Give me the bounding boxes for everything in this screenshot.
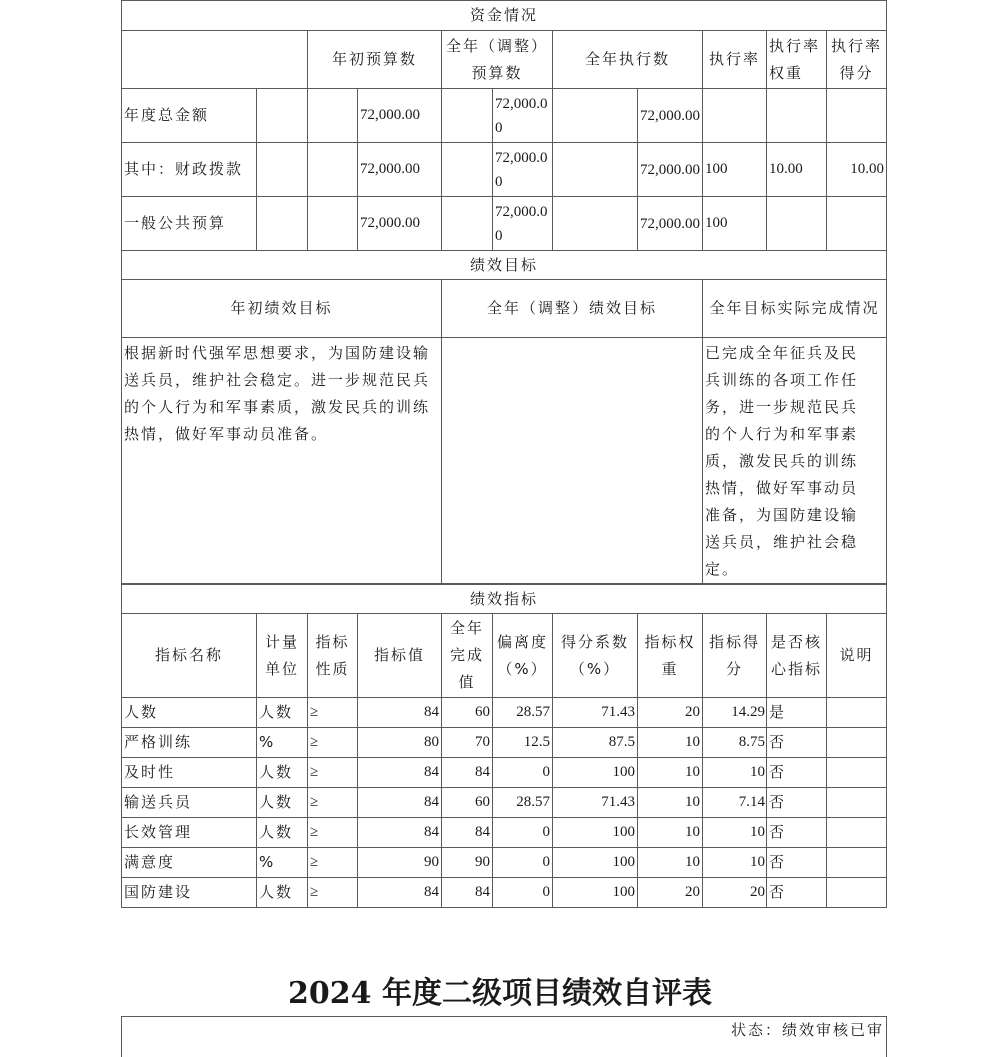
funds-row-label: 年度总金额 xyxy=(122,89,257,143)
header-core: 是否核心指标 xyxy=(767,614,827,698)
indicator-nature: ≥ xyxy=(308,698,358,728)
indicator-actual: 84 xyxy=(442,758,493,788)
indicator-core: 否 xyxy=(767,848,827,878)
funds-executed: 72,000.00 xyxy=(638,143,703,197)
indicator-name: 国防建设 xyxy=(122,878,257,908)
indicator-name: 严格训练 xyxy=(122,728,257,758)
indicator-unit: % xyxy=(257,848,308,878)
indicator-name: 及时性 xyxy=(122,758,257,788)
indicator-deviation: 0 xyxy=(493,848,553,878)
funds-weight: 10.00 xyxy=(767,143,827,197)
indicator-coefficient: 71.43 xyxy=(553,698,638,728)
funds-weight xyxy=(767,197,827,251)
funds-row xyxy=(122,143,887,197)
indicator-row xyxy=(122,698,887,728)
header-executed: 全年执行数 xyxy=(553,31,703,89)
funds-rate: 100 xyxy=(703,143,767,197)
header-deviation: 偏离度（%） xyxy=(493,614,553,698)
indicator-deviation: 0 xyxy=(493,878,553,908)
indicator-deviation: 28.57 xyxy=(493,788,553,818)
header-note: 说明 xyxy=(827,614,887,698)
indicator-weight: 10 xyxy=(638,728,703,758)
actual-completion-text: 已完成全年征兵及民兵训练的各项工作任务，进一步规范民兵的个人行为和军事素质，激发民兵的训练热情，做好军事动员准备，为国防建设输送兵员，维护社会稳定。 xyxy=(703,338,887,584)
indicator-target: 90 xyxy=(358,848,442,878)
status-text: 状态：绩效审核已审 xyxy=(730,1021,884,1039)
empty-cell xyxy=(257,197,308,251)
indicator-coefficient: 87.5 xyxy=(553,728,638,758)
indicator-name: 输送兵员 xyxy=(122,788,257,818)
header-exec-rate-score: 执行率得分 xyxy=(827,31,887,89)
indicator-note xyxy=(827,728,887,758)
indicator-row xyxy=(122,758,887,788)
header-actual-completion: 全年目标实际完成情况 xyxy=(703,280,887,338)
indicator-weight: 10 xyxy=(638,848,703,878)
indicator-note xyxy=(827,818,887,848)
funds-adjusted: 72,000.00 xyxy=(493,143,553,197)
header-initial-budget: 年初预算数 xyxy=(308,31,442,89)
indicator-target: 84 xyxy=(358,878,442,908)
indicator-deviation: 0 xyxy=(493,818,553,848)
indicator-name: 满意度 xyxy=(122,848,257,878)
indicator-score: 10 xyxy=(703,758,767,788)
header-score: 指标得分 xyxy=(703,614,767,698)
header-actual: 全年完成值 xyxy=(442,614,493,698)
indicator-nature: ≥ xyxy=(308,728,358,758)
indicators-section-title: 绩效指标 xyxy=(122,585,887,614)
header-name: 指标名称 xyxy=(122,614,257,698)
indicator-score: 10 xyxy=(703,848,767,878)
indicator-score: 8.75 xyxy=(703,728,767,758)
funds-initial: 72,000.00 xyxy=(358,197,442,251)
indicator-core: 否 xyxy=(767,728,827,758)
funds-score: 10.00 xyxy=(827,143,887,197)
header-adjusted-goal: 全年（调整）绩效目标 xyxy=(442,280,703,338)
indicator-weight: 20 xyxy=(638,698,703,728)
indicator-target: 84 xyxy=(358,698,442,728)
empty-cell xyxy=(308,89,358,143)
initial-goal-text: 根据新时代强军思想要求，为国防建设输送兵员，维护社会稳定。进一步规范民兵的个人行为和军事素质，激发民兵的训练热情，做好军事动员准备。 xyxy=(122,338,442,584)
indicator-core: 否 xyxy=(767,758,827,788)
indicator-row xyxy=(122,728,887,758)
indicator-coefficient: 71.43 xyxy=(553,788,638,818)
indicator-unit: % xyxy=(257,728,308,758)
indicator-actual: 84 xyxy=(442,818,493,848)
indicator-coefficient: 100 xyxy=(553,758,638,788)
indicator-note xyxy=(827,788,887,818)
indicator-note xyxy=(827,848,887,878)
indicator-weight: 10 xyxy=(638,788,703,818)
indicator-unit: 人数 xyxy=(257,788,308,818)
funds-rate: 100 xyxy=(703,197,767,251)
indicator-target: 84 xyxy=(358,758,442,788)
indicators-table xyxy=(121,584,887,908)
indicator-core: 否 xyxy=(767,818,827,848)
indicator-nature: ≥ xyxy=(308,848,358,878)
funds-adjusted: 72,000.00 xyxy=(493,89,553,143)
indicator-note xyxy=(827,758,887,788)
indicator-coefficient: 100 xyxy=(553,848,638,878)
goals-section-title: 绩效目标 xyxy=(122,251,887,280)
funds-row xyxy=(122,197,887,251)
indicator-nature: ≥ xyxy=(308,878,358,908)
indicator-unit: 人数 xyxy=(257,698,308,728)
indicator-name: 长效管理 xyxy=(122,818,257,848)
funds-rate xyxy=(703,89,767,143)
indicator-actual: 70 xyxy=(442,728,493,758)
indicator-deviation: 28.57 xyxy=(493,698,553,728)
indicator-target: 80 xyxy=(358,728,442,758)
header-exec-rate: 执行率 xyxy=(703,31,767,89)
indicator-score: 20 xyxy=(703,878,767,908)
indicator-row xyxy=(122,848,887,878)
indicator-row xyxy=(122,878,887,908)
indicator-note xyxy=(827,878,887,908)
funds-table xyxy=(121,0,887,251)
indicator-coefficient: 100 xyxy=(553,818,638,848)
indicator-unit: 人数 xyxy=(257,758,308,788)
indicator-nature: ≥ xyxy=(308,788,358,818)
indicator-actual: 60 xyxy=(442,698,493,728)
funds-row xyxy=(122,89,887,143)
empty-cell xyxy=(442,143,493,197)
indicator-actual: 84 xyxy=(442,878,493,908)
header-unit: 计量单位 xyxy=(257,614,308,698)
indicator-deviation: 0 xyxy=(493,758,553,788)
empty-cell xyxy=(257,89,308,143)
indicator-score: 7.14 xyxy=(703,788,767,818)
indicator-actual: 90 xyxy=(442,848,493,878)
header-exec-rate-weight: 执行率权重 xyxy=(767,31,827,89)
empty-cell xyxy=(442,89,493,143)
funds-section-title: 资金情况 xyxy=(122,1,887,31)
funds-executed: 72,000.00 xyxy=(638,89,703,143)
indicator-weight: 20 xyxy=(638,878,703,908)
funds-header-blank xyxy=(122,31,308,89)
indicator-row xyxy=(122,788,887,818)
indicator-coefficient: 100 xyxy=(553,878,638,908)
indicator-nature: ≥ xyxy=(308,758,358,788)
funds-row-label: 一般公共预算 xyxy=(122,197,257,251)
header-initial-goal: 年初绩效目标 xyxy=(122,280,442,338)
header-weight: 指标权重 xyxy=(638,614,703,698)
indicator-unit: 人数 xyxy=(257,818,308,848)
empty-cell xyxy=(553,197,638,251)
empty-cell xyxy=(553,89,638,143)
indicator-unit: 人数 xyxy=(257,878,308,908)
header-coefficient: 得分系数（%） xyxy=(553,614,638,698)
indicator-target: 84 xyxy=(358,788,442,818)
indicator-nature: ≥ xyxy=(308,818,358,848)
header-nature: 指标性质 xyxy=(308,614,358,698)
adjusted-goal-text xyxy=(442,338,703,584)
indicator-name: 人数 xyxy=(122,698,257,728)
indicator-deviation: 12.5 xyxy=(493,728,553,758)
indicator-row xyxy=(122,818,887,848)
indicator-core: 否 xyxy=(767,788,827,818)
funds-adjusted: 72,000.00 xyxy=(493,197,553,251)
indicator-weight: 10 xyxy=(638,818,703,848)
status-box xyxy=(121,1016,887,1057)
indicator-score: 10 xyxy=(703,818,767,848)
indicator-core: 是 xyxy=(767,698,827,728)
empty-cell xyxy=(308,197,358,251)
funds-executed: 72,000.00 xyxy=(638,197,703,251)
funds-initial: 72,000.00 xyxy=(358,89,442,143)
funds-initial: 72,000.00 xyxy=(358,143,442,197)
header-target: 指标值 xyxy=(358,614,442,698)
empty-cell xyxy=(308,143,358,197)
empty-cell xyxy=(442,197,493,251)
header-adjusted-budget: 全年（调整）预算数 xyxy=(442,31,553,89)
funds-score xyxy=(827,89,887,143)
indicator-actual: 60 xyxy=(442,788,493,818)
indicator-weight: 10 xyxy=(638,758,703,788)
funds-weight xyxy=(767,89,827,143)
empty-cell xyxy=(553,143,638,197)
indicator-target: 84 xyxy=(358,818,442,848)
indicator-core: 否 xyxy=(767,878,827,908)
empty-cell xyxy=(257,143,308,197)
funds-score xyxy=(827,197,887,251)
indicator-note xyxy=(827,698,887,728)
goals-table xyxy=(121,250,887,584)
funds-row-label: 其中：财政拨款 xyxy=(122,143,257,197)
next-page-title: 2024 年度二级项目绩效自评表 xyxy=(288,976,712,1011)
indicator-score: 14.29 xyxy=(703,698,767,728)
